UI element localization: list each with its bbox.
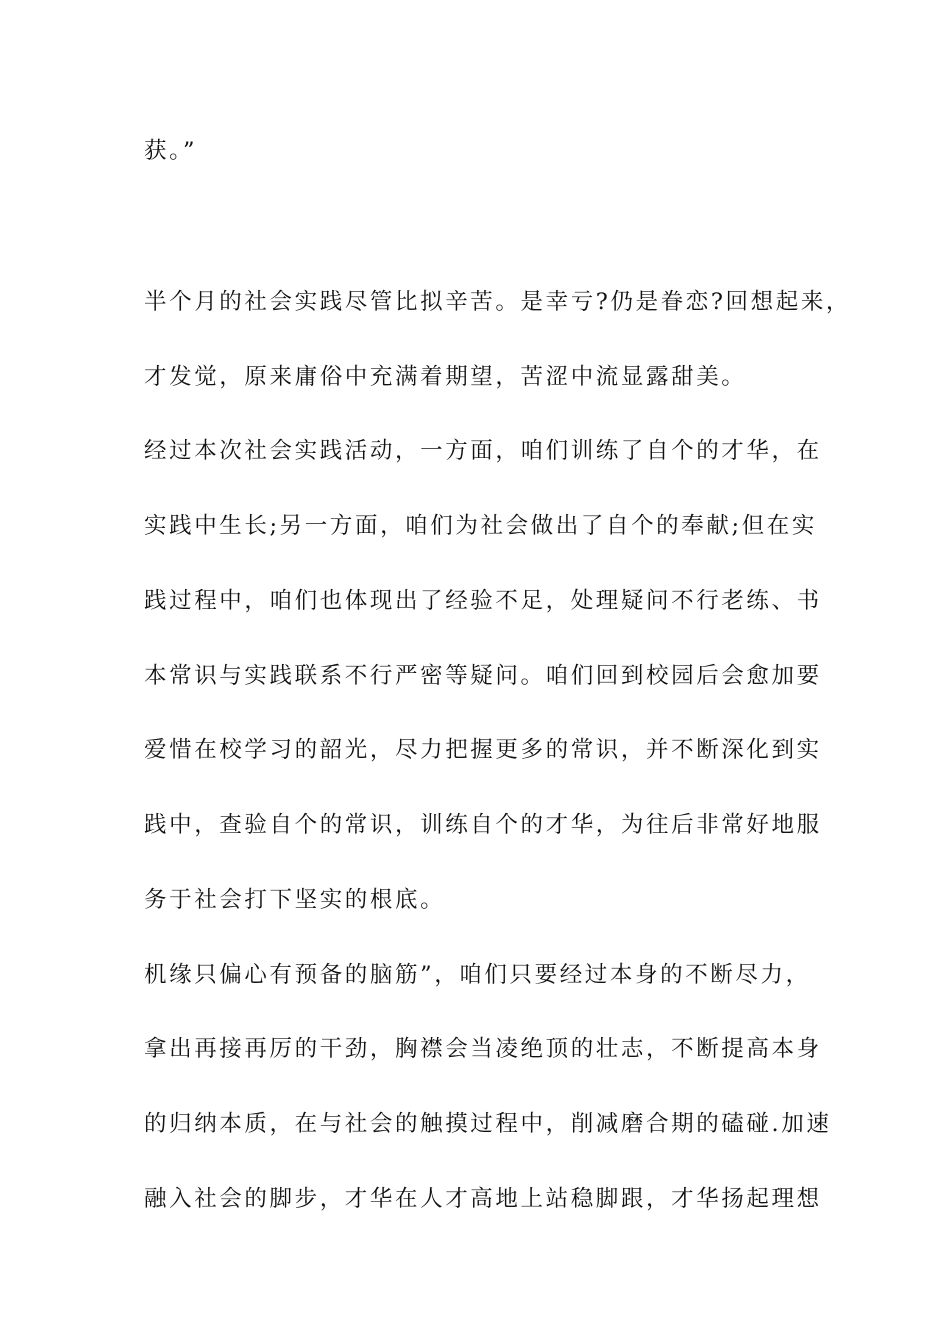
text-line: 务于社会打下坚实的根底。: [144, 887, 446, 913]
text-line: 才发觉，原来庸俗中充满着期望，苦涩中流显露甜美。: [144, 364, 747, 390]
text-line: 本常识与实践联系不行严密等疑问。咱们回到校园后会愈加要: [144, 663, 822, 689]
text-line: 实践中生长;另一方面，咱们为社会做出了自个的奉献;但在实: [144, 513, 817, 539]
text-line: 践过程中，咱们也体现出了经验不足，处理疑问不行老练、书: [144, 588, 822, 614]
text-line: 半个月的社会实践尽管比拟辛苦。是幸亏?仍是眷恋?回想起来，: [144, 289, 852, 315]
text-line: 践中，查验自个的常识，训练自个的才华，为往后非常好地服: [144, 812, 822, 838]
text-line: 经过本次社会实践活动，一方面，咱们训练了自个的才华，在: [144, 438, 822, 464]
text-line: 拿出再接再厉的干劲，胸襟会当凌绝顶的壮志，不断提高本身: [144, 1036, 822, 1062]
text-line: 获。”: [144, 138, 198, 164]
text-line: 的归纳本质，在与社会的触摸过程中，削减磨合期的磕碰.加速: [144, 1111, 832, 1137]
text-line: 爱惜在校学习的韶光，尽力把握更多的常识，并不断深化到实: [144, 737, 822, 763]
text-line: 机缘只偏心有预备的脑筋”，咱们只要经过本身的不断尽力，: [144, 962, 811, 988]
text-line: 融入社会的脚步，才华在人才高地上站稳脚跟，才华扬起理想: [144, 1186, 822, 1212]
